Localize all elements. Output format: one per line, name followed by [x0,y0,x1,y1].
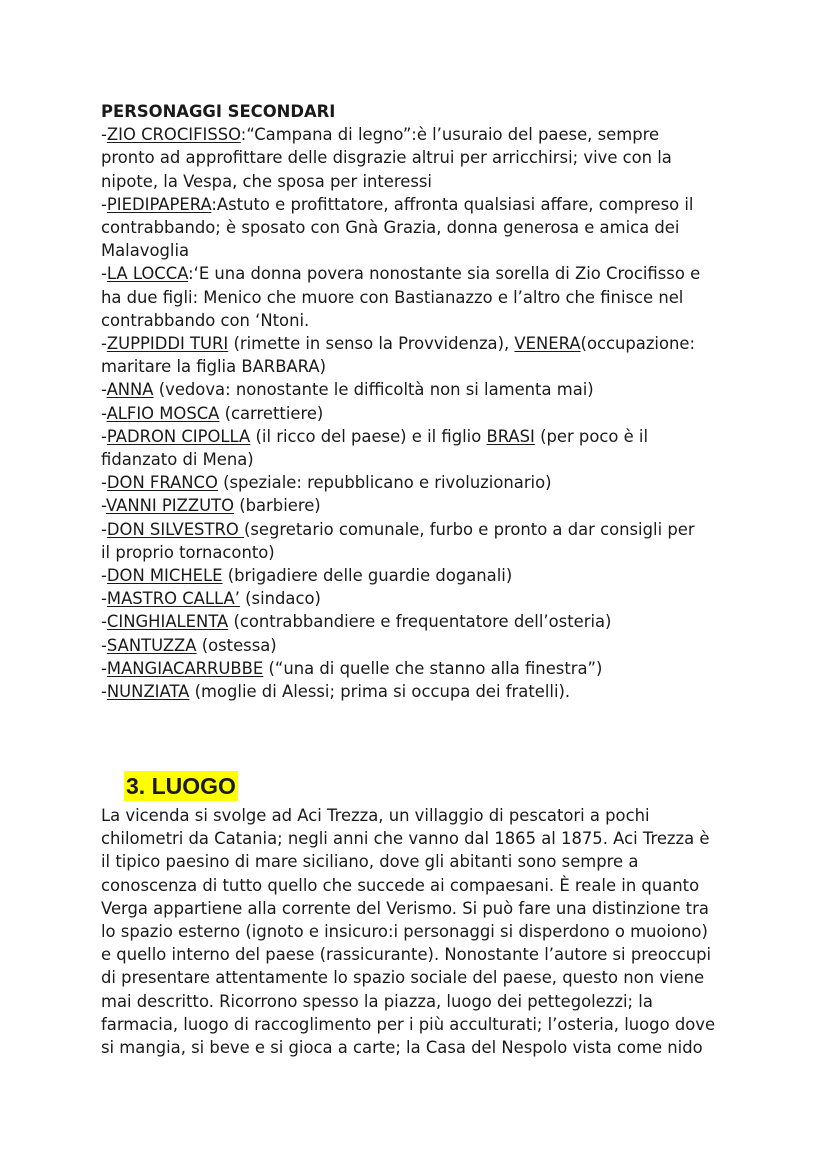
characters-section [101,100,741,703]
text-run: (moglie di Alessi; prima si occupa dei fratelli). [189,682,571,702]
text-run: maritare la figlia BARBARA) [101,357,326,377]
place-paragraph [101,804,715,1059]
character-name: DON SILVESTRO [106,519,244,539]
character-name: ZUPPIDDI TURI [106,334,229,354]
character-name: CINGHIALENTA [106,612,229,632]
character-name: VANNI PIZZUTO [105,496,234,516]
text-line [101,239,741,262]
text-run: - [101,380,107,400]
text-run: - [101,403,107,423]
text-run: (brigadiere delle guardie doganali) [222,566,513,586]
text-line [101,541,741,564]
paragraph-line: chilometri da Catania; negli anni che vanno dal 1865 al 1875. Aci Trezza è [101,829,710,849]
text-line [101,471,741,494]
text-line [101,634,741,657]
text-run: - [101,125,107,145]
text-run: - [101,658,107,678]
character-name: PIEDIPAPERA [106,194,212,214]
character-name: MANGIACARRUBBE [106,658,264,678]
character-name: ALFIO MOSCA [106,403,220,423]
text-run: - [101,194,107,214]
section-heading-luogo: 3. LUOGO [126,773,236,799]
text-run: ha due figli: Menico che muore con Bastianazzo e l’altro che finisce nel [101,287,684,307]
text-run: (rimette in senso la Provvidenza), [228,334,515,354]
text-run: Malavoglia [101,241,190,261]
text-run: (sindaco) [239,589,321,609]
text-line [101,378,741,401]
character-name: BRASI [486,426,535,446]
text-run: - [101,334,107,354]
text-run: - [101,496,106,516]
text-run: (ostessa) [196,635,277,655]
character-name: MASTRO CALLA’ [106,589,240,609]
text-run: (segretario comunale, furbo e pronto a dar consigli per [243,519,695,539]
text-run: - [101,635,107,655]
text-line [101,286,741,309]
text-line [101,657,741,680]
text-line [101,123,741,146]
paragraph-line: conoscenza di tutto quello che succede ai compaesani. È reale in quanto [101,875,700,895]
text-line [101,146,741,169]
text-run: - [101,426,107,446]
text-run: (speziale: repubblicano e rivoluzionario) [217,473,552,493]
character-name: LA LOCCA [106,264,189,284]
text-run: - [101,473,107,493]
text-line [101,170,741,193]
text-run: - [101,566,107,586]
text-run: - [101,682,107,702]
character-name: DON FRANCO [106,473,218,493]
character-name: PADRON CIPOLLA [106,426,251,446]
text-line [101,564,741,587]
text-run: contrabbando con ‘Ntoni. [101,310,310,330]
paragraph-line: lo spazio esterno (ignoto e insicuro:i personaggi si disperdono o muoiono) [101,922,708,942]
text-run: il proprio tornaconto) [101,542,275,562]
paragraph-line: Verga appartiene alla corrente del Verismo. Si può fare una distinzione tra [101,898,709,918]
text-run: fidanzato di Mena) [101,450,254,470]
text-line [101,309,741,332]
text-line [101,402,741,425]
text-run: - [101,264,107,284]
text-line [101,262,741,285]
text-line [101,193,741,216]
paragraph-line: La vicenda si svolge ad Aci Trezza, un villaggio di pescatori a pochi [101,806,650,825]
text-run: :‘E una donna povera nonostante sia sorella di Zio Crocifisso e [188,264,701,284]
paragraph-line: e quello interno del paese (rassicurante). Nonostante l’autore si preoccupi [101,945,712,965]
character-name: ANNA [106,380,154,400]
text-line [101,448,741,471]
text-line [101,518,741,541]
text-line [101,355,741,378]
character-name: NUNZIATA [106,682,190,702]
character-name: VENERA [514,334,581,354]
text-run: (il ricco del paese) e il figlio [250,426,487,446]
text-run: :“Campana di legno”:è l’usuraio del paese, sempre [240,125,660,145]
text-run: - [101,519,107,539]
text-line [101,610,741,633]
text-run: :Astuto e profittatore, affronta qualsiasi affare, compreso il [211,194,694,214]
text-run: contrabbando; è sposato con Gnà Grazia, donna generosa e amica dei [101,218,680,238]
text-line [101,332,741,355]
text-run: (contrabbandiere e frequentatore dell’osteria) [228,612,612,632]
text-line [101,216,741,239]
text-line [101,425,741,448]
character-name: DON MICHELE [106,566,223,586]
characters-list [101,123,741,703]
section-title: PERSONAGGI SECONDARI [101,102,336,121]
text-run: - [101,612,107,632]
text-line [101,587,741,610]
text-run: (barbiere) [234,496,321,516]
text-run: (carrettiere) [219,403,324,423]
text-run: nipote, la Vespa, che sposa per interessi [101,171,432,191]
paragraph-line: di presentare attentamente lo spazio sociale del paese, questo non viene [101,968,705,988]
paragraph-line: si mangia, si beve e si gioca a carte; la Casa del Nespolo vista come nido [101,1038,703,1058]
text-run: (“una di quelle che stanno alla finestra”) [263,658,603,678]
text-line [101,494,741,517]
character-name: SANTUZZA [106,635,197,655]
text-run: (vedova: nonostante le difficoltà non si lamenta mai) [153,380,594,400]
character-name: ZIO CROCIFISSO [106,125,241,145]
paragraph-line: farmacia, luogo di raccoglimento per i più acculturati; l’osteria, luogo dove [101,1014,716,1034]
text-run: - [101,589,107,609]
paragraph-line: mai descritto. Ricorrono spesso la piazza, luogo dei pettegolezzi; la [101,991,653,1011]
paragraph-line: il tipico paesino di mare siciliano, dove gli abitanti sono sempre a [101,852,639,872]
text-run: (per poco è il [534,426,649,446]
text-run: (occupazione: [580,334,696,354]
text-run: pronto ad approfittare delle disgrazie altrui per arricchirsi; vive con la [101,148,672,168]
text-line [101,680,741,703]
